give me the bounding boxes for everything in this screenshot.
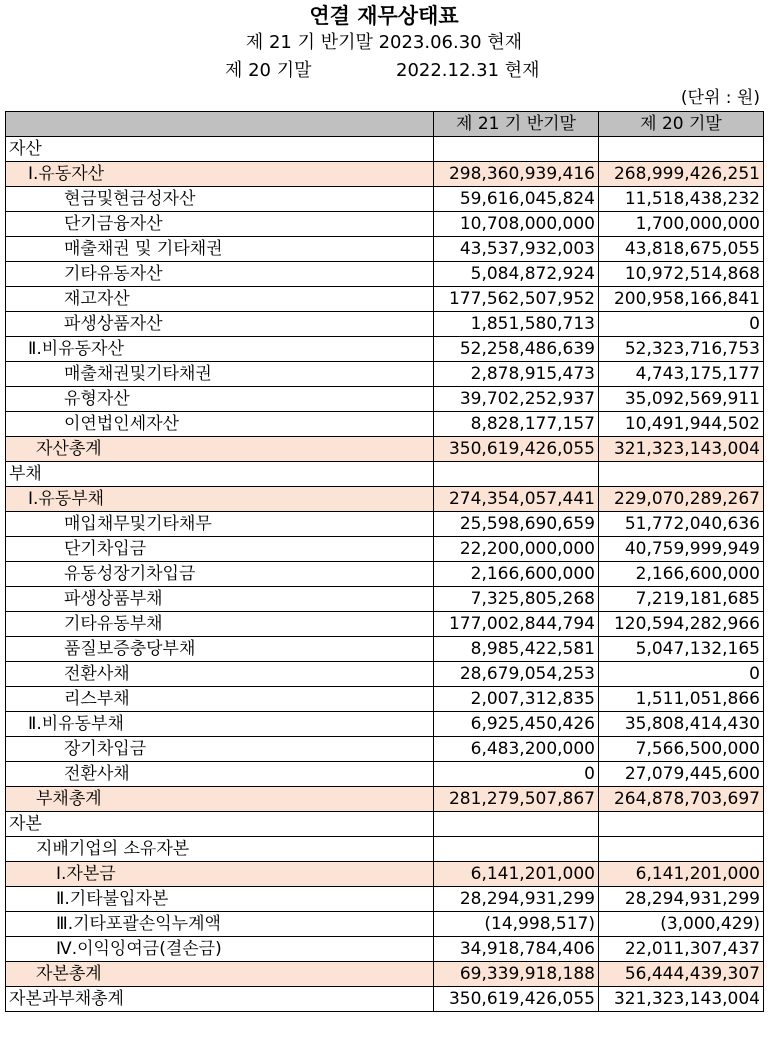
prior-period-value: 51,772,040,636 — [599, 512, 764, 537]
account-label: 매출채권 및 기타채권 — [6, 237, 434, 262]
table-row — [6, 362, 764, 387]
account-label: 자본총계 — [6, 962, 434, 987]
prior-period-value: 56,444,439,307 — [599, 962, 764, 987]
current-period-value: 10,708,000,000 — [434, 212, 599, 237]
prior-period-value: 200,958,166,841 — [599, 287, 764, 312]
prior-period-value: 321,323,143,004 — [599, 987, 764, 1012]
current-period-value: 22,200,000,000 — [434, 537, 599, 562]
prior-period-value — [599, 462, 764, 487]
prior-period-value: 7,566,500,000 — [599, 737, 764, 762]
account-label: 이연법인세자산 — [6, 412, 434, 437]
table-row — [6, 312, 764, 337]
prior-period-value: 43,818,675,055 — [599, 237, 764, 262]
account-label: 자산 — [6, 137, 434, 162]
prior-period-value: 11,518,438,232 — [599, 187, 764, 212]
prior-period-value: 6,141,201,000 — [599, 862, 764, 887]
table-row — [6, 987, 764, 1012]
table-row — [6, 962, 764, 987]
current-period-value: 350,619,426,055 — [434, 987, 599, 1012]
current-period-value: (14,998,517) — [434, 912, 599, 937]
table-row — [6, 912, 764, 937]
prior-period-value: 27,079,445,600 — [599, 762, 764, 787]
current-period-value: 34,918,784,406 — [434, 937, 599, 962]
current-period-value — [434, 837, 599, 862]
prior-period-value: 321,323,143,004 — [599, 437, 764, 462]
account-label: 파생상품자산 — [6, 312, 434, 337]
account-label: 전환사채 — [6, 762, 434, 787]
account-label: 파생상품부채 — [6, 587, 434, 612]
account-label: 자본 — [6, 812, 434, 837]
current-period-value — [434, 462, 599, 487]
table-row — [6, 537, 764, 562]
prior-period-value: 0 — [599, 312, 764, 337]
table-row — [6, 162, 764, 187]
current-period-value: 1,851,580,713 — [434, 312, 599, 337]
table-row — [6, 237, 764, 262]
account-label: Ⅳ.이익잉여금(결손금) — [6, 937, 434, 962]
document-title: 연결 재무상태표 — [309, 4, 459, 28]
prior-period-value: 264,878,703,697 — [599, 787, 764, 812]
account-label: 매출채권및기타채권 — [6, 362, 434, 387]
account-label: Ⅱ.비유동부채 — [6, 712, 434, 737]
table-row — [6, 712, 764, 737]
prior-period-date: 2022.12.31 현재 — [396, 60, 540, 81]
prior-period-value — [599, 812, 764, 837]
account-label: 재고자산 — [6, 287, 434, 312]
prior-period-value: (3,000,429) — [599, 912, 764, 937]
table-row — [6, 562, 764, 587]
account-label: 현금및현금성자산 — [6, 187, 434, 212]
account-label: Ⅰ.유동부채 — [6, 487, 434, 512]
prior-period-value: 229,070,289,267 — [599, 487, 764, 512]
current-period-value: 69,339,918,188 — [434, 962, 599, 987]
prior-period-value: 268,999,426,251 — [599, 162, 764, 187]
table-row — [6, 437, 764, 462]
current-period-value: 274,354,057,441 — [434, 487, 599, 512]
account-label: 부채 — [6, 462, 434, 487]
prior-period-value: 5,047,132,165 — [599, 637, 764, 662]
table-row — [6, 762, 764, 787]
account-label: 부채총계 — [6, 787, 434, 812]
prior-period-value: 0 — [599, 662, 764, 687]
account-label: 자본과부채총계 — [6, 987, 434, 1012]
current-period-value: 350,619,426,055 — [434, 437, 599, 462]
table-row — [6, 662, 764, 687]
prior-period-value: 52,323,716,753 — [599, 337, 764, 362]
table-row — [6, 337, 764, 362]
account-label: 유동성장기차입금 — [6, 562, 434, 587]
table-header-row — [6, 112, 764, 137]
balance-sheet-table — [5, 111, 764, 1012]
current-period-value: 6,483,200,000 — [434, 737, 599, 762]
current-period-value: 28,294,931,299 — [434, 887, 599, 912]
current-period-value: 28,679,054,253 — [434, 662, 599, 687]
current-period-value: 43,537,932,003 — [434, 237, 599, 262]
column-header-prior: 제 20 기말 — [599, 112, 764, 137]
current-period-value — [434, 137, 599, 162]
prior-period-value — [599, 137, 764, 162]
table-row — [6, 587, 764, 612]
account-label: 유형자산 — [6, 387, 434, 412]
table-row — [6, 212, 764, 237]
table-row — [6, 512, 764, 537]
account-label: 매입채무및기타채무 — [6, 512, 434, 537]
account-label: 기타유동자산 — [6, 262, 434, 287]
column-header-account — [6, 112, 434, 137]
prior-period-value: 35,092,569,911 — [599, 387, 764, 412]
prior-period-value: 35,808,414,430 — [599, 712, 764, 737]
table-row — [6, 887, 764, 912]
prior-period-value: 2,166,600,000 — [599, 562, 764, 587]
current-period-value: 2,166,600,000 — [434, 562, 599, 587]
prior-period-value: 28,294,931,299 — [599, 887, 764, 912]
current-period-value — [434, 812, 599, 837]
current-period-value: 281,279,507,867 — [434, 787, 599, 812]
current-period-value: 39,702,252,937 — [434, 387, 599, 412]
current-period-value: 177,562,507,952 — [434, 287, 599, 312]
current-period-value: 298,360,939,416 — [434, 162, 599, 187]
table-row — [6, 837, 764, 862]
prior-period-value: 10,491,944,502 — [599, 412, 764, 437]
unit-label: (단위 : 원) — [680, 88, 760, 108]
account-label: 전환사채 — [6, 662, 434, 687]
table-row — [6, 187, 764, 212]
current-period-line: 제 21 기 반기말 2023.06.30 현재 — [245, 32, 523, 53]
table-row — [6, 137, 764, 162]
account-label: Ⅱ.비유동자산 — [6, 337, 434, 362]
account-label: 장기차입금 — [6, 737, 434, 762]
account-label: 단기금융자산 — [6, 212, 434, 237]
table-row — [6, 637, 764, 662]
account-label: Ⅰ.유동자산 — [6, 162, 434, 187]
prior-period-value: 4,743,175,177 — [599, 362, 764, 387]
current-period-value: 2,878,915,473 — [434, 362, 599, 387]
table-row — [6, 387, 764, 412]
prior-period-label: 제 20 기말 — [225, 60, 312, 81]
table-row — [6, 612, 764, 637]
current-period-value: 7,325,805,268 — [434, 587, 599, 612]
table-row — [6, 487, 764, 512]
current-period-value: 25,598,690,659 — [434, 512, 599, 537]
table-row — [6, 737, 764, 762]
current-period-value: 8,985,422,581 — [434, 637, 599, 662]
prior-period-value: 22,011,307,437 — [599, 937, 764, 962]
table-row — [6, 937, 764, 962]
account-label: 지배기업의 소유자본 — [6, 837, 434, 862]
current-period-value: 177,002,844,794 — [434, 612, 599, 637]
current-period-value: 5,084,872,924 — [434, 262, 599, 287]
table-row — [6, 412, 764, 437]
current-period-value: 6,141,201,000 — [434, 862, 599, 887]
prior-period-value: 1,700,000,000 — [599, 212, 764, 237]
current-period-value: 6,925,450,426 — [434, 712, 599, 737]
account-label: Ⅲ.기타포괄손익누계액 — [6, 912, 434, 937]
prior-period-value: 1,511,051,866 — [599, 687, 764, 712]
account-label: 품질보증충당부채 — [6, 637, 434, 662]
current-period-value: 52,258,486,639 — [434, 337, 599, 362]
prior-period-value — [599, 837, 764, 862]
prior-period-value: 40,759,999,949 — [599, 537, 764, 562]
account-label: 리스부채 — [6, 687, 434, 712]
table-row — [6, 787, 764, 812]
table-row — [6, 812, 764, 837]
account-label: Ⅰ.자본금 — [6, 862, 434, 887]
column-header-current: 제 21 기 반기말 — [434, 112, 599, 137]
account-label: Ⅱ.기타불입자본 — [6, 887, 434, 912]
table-row — [6, 287, 764, 312]
table-row — [6, 687, 764, 712]
account-label: 기타유동부채 — [6, 612, 434, 637]
account-label: 자산총계 — [6, 437, 434, 462]
table-row — [6, 262, 764, 287]
table-row — [6, 862, 764, 887]
table-body — [6, 137, 764, 1012]
current-period-value: 0 — [434, 762, 599, 787]
prior-period-value: 7,219,181,685 — [599, 587, 764, 612]
prior-period-value: 10,972,514,868 — [599, 262, 764, 287]
table-row — [6, 462, 764, 487]
current-period-value: 8,828,177,157 — [434, 412, 599, 437]
current-period-value: 2,007,312,835 — [434, 687, 599, 712]
current-period-value: 59,616,045,824 — [434, 187, 599, 212]
prior-period-value: 120,594,282,966 — [599, 612, 764, 637]
account-label: 단기차입금 — [6, 537, 434, 562]
